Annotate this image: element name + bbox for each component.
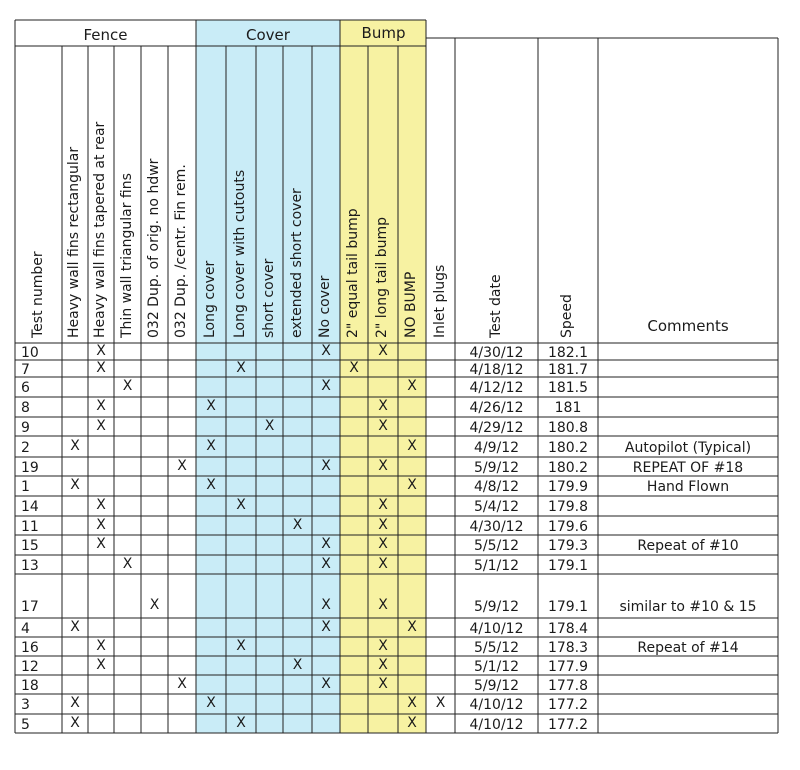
test-number-cell: 17	[21, 599, 39, 615]
column-header: 032 Dup. of orig. no hdwr	[145, 158, 162, 338]
speed-cell: 177.2	[547, 697, 589, 713]
test-number-cell: 7	[21, 362, 30, 378]
column-header: 032 Dup. /centr. Fin rem.	[173, 164, 189, 338]
speed-cell: 180.8	[547, 420, 589, 436]
x-mark: X	[70, 619, 80, 635]
test-date-cell: 5/1/12	[473, 659, 520, 675]
speed-cell: 177.9	[547, 659, 589, 675]
comment-cell: REPEAT OF #18	[632, 460, 744, 476]
x-mark: X	[407, 477, 417, 493]
x-mark: X	[206, 398, 216, 414]
column-header: extended short cover	[288, 188, 305, 338]
x-mark: X	[96, 360, 106, 376]
test-number-cell: 11	[21, 519, 39, 535]
test-date-cell: 5/5/12	[473, 538, 520, 554]
x-mark: X	[435, 695, 446, 711]
x-mark: X	[378, 517, 388, 533]
x-mark: X	[122, 556, 133, 572]
column-header: Inlet plugs	[431, 264, 448, 338]
x-mark: X	[378, 398, 388, 414]
test-number-cell: 18	[21, 678, 39, 694]
column-header: Heavy wall fins rectangular	[66, 146, 82, 338]
comment-cell: Autopilot (Typical)	[624, 440, 752, 456]
test-number-cell: 9	[21, 420, 30, 436]
test-date-cell: 5/9/12	[473, 678, 520, 694]
test-number-cell: 1	[21, 479, 30, 495]
group-label-bump: Bump	[361, 24, 406, 42]
test-number-cell: 4	[21, 621, 30, 637]
speed-cell: 181.5	[547, 380, 589, 396]
x-mark: X	[236, 638, 246, 654]
speed-cell: 177.2	[547, 717, 589, 733]
column-header: Long cover	[202, 260, 218, 338]
group-label-fence: Fence	[83, 26, 128, 44]
x-mark: X	[122, 378, 133, 394]
x-mark: X	[321, 343, 331, 359]
test-number-cell: 10	[21, 345, 39, 361]
test-date-cell: 4/18/12	[469, 362, 524, 378]
x-mark: X	[206, 695, 216, 711]
x-mark: X	[321, 536, 331, 552]
x-mark: X	[292, 517, 303, 533]
column-header: Thin wall triangular fins	[118, 173, 135, 338]
x-mark: X	[177, 458, 187, 474]
test-date-cell: 4/30/12	[469, 345, 524, 361]
column-header: Long cover with cutouts	[232, 169, 248, 338]
speed-cell: 180.2	[547, 460, 589, 476]
column-header: No cover	[317, 275, 333, 338]
x-mark: X	[378, 676, 388, 692]
speed-cell: 180.2	[547, 440, 589, 456]
test-date-cell: 4/10/12	[469, 717, 524, 733]
comment-cell: Repeat of #10	[637, 538, 739, 554]
x-mark: X	[96, 497, 106, 513]
test-date-cell: 4/30/12	[469, 519, 524, 535]
column-header: Test number	[29, 251, 46, 338]
x-mark: X	[378, 597, 388, 613]
column-header-comments: Comments	[647, 317, 729, 335]
test-number-cell: 2	[21, 440, 30, 456]
speed-cell: 179.8	[547, 499, 589, 515]
x-mark: X	[378, 418, 388, 434]
x-mark: X	[70, 695, 80, 711]
x-mark: X	[349, 360, 359, 376]
speed-cell: 179.9	[547, 479, 589, 495]
test-date-cell: 4/9/12	[473, 440, 520, 456]
x-mark: X	[236, 715, 246, 731]
test-date-cell: 5/9/12	[473, 599, 520, 615]
column-header: Test date	[487, 274, 504, 338]
x-mark: X	[321, 676, 331, 692]
comment-cell: Repeat of #14	[637, 640, 739, 656]
speed-cell: 178.4	[547, 621, 589, 637]
test-date-cell: 4/26/12	[469, 400, 524, 416]
x-mark: X	[378, 458, 388, 474]
test-number-cell: 6	[21, 380, 30, 396]
speed-cell: 177.8	[547, 678, 589, 694]
x-mark: X	[70, 715, 80, 731]
speed-cell: 179.6	[547, 519, 589, 535]
x-mark: X	[206, 438, 216, 454]
speed-cell: 179.1	[547, 599, 589, 615]
x-mark: X	[96, 536, 106, 552]
x-mark: X	[321, 619, 331, 635]
x-mark: X	[321, 597, 331, 613]
x-mark: X	[378, 343, 388, 359]
test-date-cell: 5/1/12	[473, 558, 520, 574]
x-mark: X	[96, 343, 106, 359]
x-mark: X	[96, 517, 106, 533]
test-number-cell: 19	[21, 460, 39, 476]
test-number-cell: 16	[21, 640, 39, 656]
comment-cell: similar to #10 & 15	[619, 599, 757, 615]
x-mark: X	[70, 477, 80, 493]
x-mark: X	[407, 619, 417, 635]
x-mark: X	[321, 378, 331, 394]
x-mark: X	[378, 657, 388, 673]
x-mark: X	[407, 695, 417, 711]
comment-cell: Hand Flown	[646, 479, 730, 495]
x-mark: X	[321, 556, 331, 572]
column-header: Speed	[559, 294, 575, 338]
test-date-cell: 5/4/12	[473, 499, 520, 515]
speed-cell: 182.1	[547, 345, 589, 361]
test-date-cell: 5/5/12	[473, 640, 520, 656]
column-header: short cover	[260, 258, 277, 338]
x-mark: X	[378, 556, 388, 572]
column-header: 2" equal tail bump	[345, 208, 361, 338]
speed-cell: 179.1	[547, 558, 589, 574]
column-header: Heavy wall fins tapered at rear	[92, 121, 108, 338]
x-mark: X	[236, 497, 246, 513]
group-label-cover: Cover	[246, 26, 290, 44]
x-mark: X	[96, 398, 106, 414]
test-date-cell: 4/8/12	[473, 479, 520, 495]
column-header: 2" long tail bump	[374, 216, 390, 338]
test-number-cell: 15	[21, 538, 39, 554]
x-mark: X	[149, 597, 160, 613]
test-number-cell: 13	[21, 558, 39, 574]
x-mark: X	[378, 497, 388, 513]
test-number-cell: 14	[21, 499, 39, 515]
column-header: NO BUMP	[403, 271, 419, 338]
test-number-cell: 3	[21, 697, 30, 713]
x-mark: X	[206, 477, 216, 493]
x-mark: X	[378, 536, 388, 552]
test-number-cell: 12	[21, 659, 39, 675]
test-date-cell: 4/10/12	[469, 621, 524, 637]
x-mark: X	[96, 418, 106, 434]
x-mark: X	[96, 638, 106, 654]
x-mark: X	[96, 657, 106, 673]
x-mark: X	[264, 418, 275, 434]
test-date-cell: 4/10/12	[469, 697, 524, 713]
x-mark: X	[177, 676, 187, 692]
x-mark: X	[321, 458, 331, 474]
x-mark: X	[236, 360, 246, 376]
x-mark: X	[407, 715, 417, 731]
speed-cell: 178.3	[547, 640, 589, 656]
x-mark: X	[292, 657, 303, 673]
test-number-cell: 5	[21, 717, 30, 733]
x-mark: X	[407, 378, 417, 394]
speed-cell: 181	[554, 400, 582, 416]
speed-cell: 179.3	[547, 538, 589, 554]
test-date-cell: 4/12/12	[469, 380, 524, 396]
x-mark: X	[378, 638, 388, 654]
test-number-cell: 8	[21, 400, 30, 416]
x-mark: X	[407, 438, 417, 454]
x-mark: X	[70, 438, 80, 454]
test-date-cell: 5/9/12	[473, 460, 520, 476]
test-date-cell: 4/29/12	[469, 420, 524, 436]
speed-cell: 181.7	[547, 362, 589, 378]
